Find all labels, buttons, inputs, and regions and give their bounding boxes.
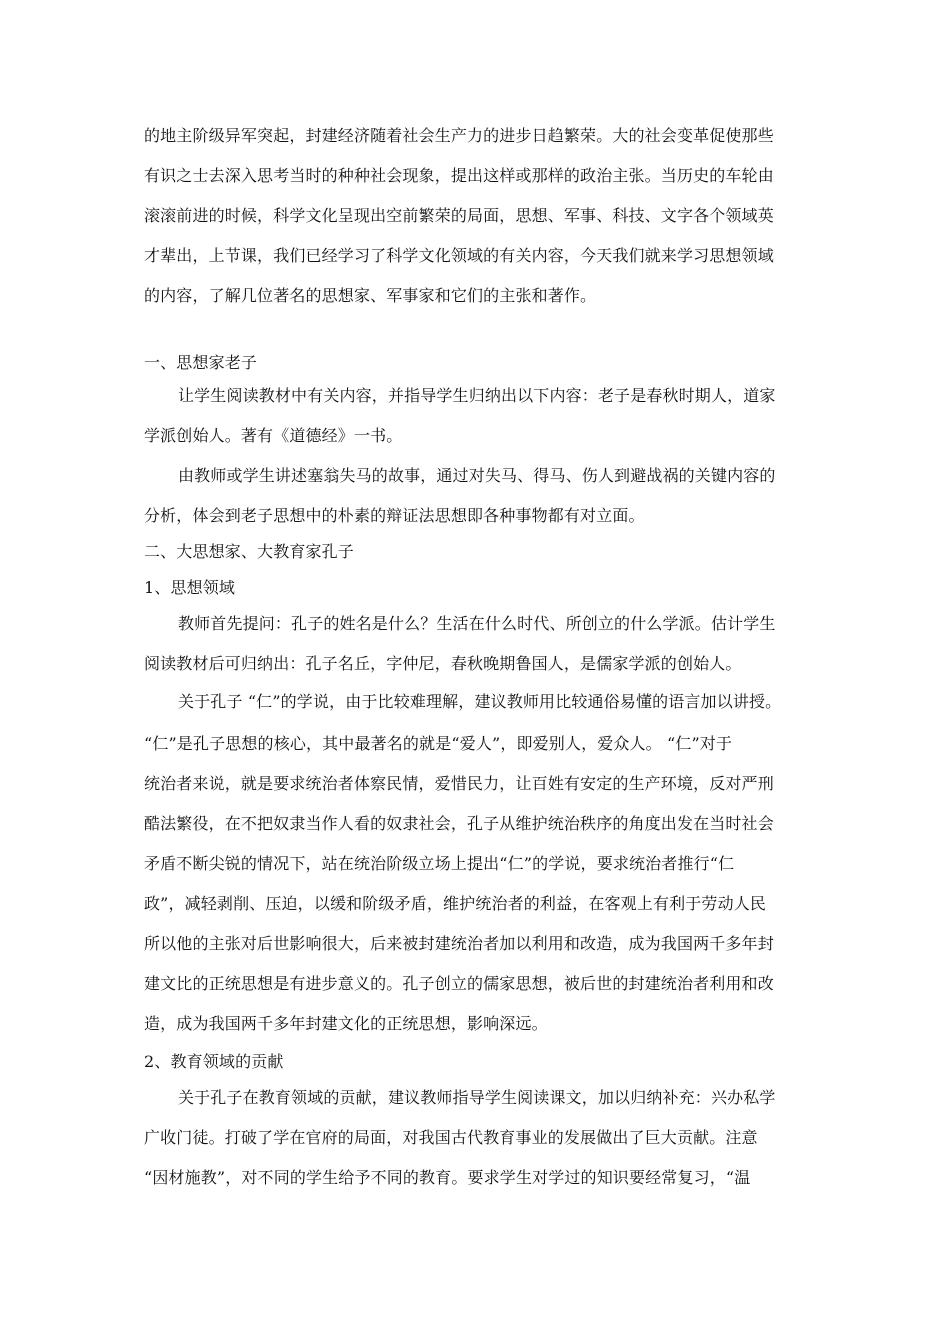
paragraph-line: 关于孔子在教育领域的贡献，建议教师指导学生阅读课文，加以归纳补充：兴办私学 (178, 1088, 776, 1107)
paragraph-line: 由教师或学生讲述塞翁失马的故事，通过对失马、得马、伤人到避战祸的关键内容的 (178, 466, 776, 485)
intro-line: 有识之士去深入思考当时的种种社会现象，提出这样或那样的政治主张。当历史的车轮由 (144, 166, 774, 185)
intro-line: 的内容，了解几位著名的思想家、军事家和它们的主张和著作。 (144, 286, 597, 305)
paragraph-line: 分析，体会到老子思想中的朴素的辩证法思想即各种事物都有对立面。 (144, 506, 645, 525)
intro-line: 的地主阶级异军突起，封建经济随着社会生产力的进步日趋繁荣。大的社会变革促使那些 (144, 126, 774, 145)
paragraph-line: 所以他的主张对后世影响很大，后来被封建统治者加以利用和改造，成为我国两千多年封 (144, 934, 774, 953)
paragraph-line: 广收门徒。打破了学在官府的局面，对我国古代教育事业的发展做出了巨大贡献。注意 (144, 1128, 758, 1147)
paragraph-line: 学派创始人。著有《道德经》一书。 (144, 426, 403, 445)
section-heading-confucius: 二、大思想家、大教育家孔子 (144, 542, 354, 561)
paragraph-line: 阅读教材后可归纳出：孔子名丘，字仲尼，春秋晚期鲁国人，是儒家学派的创始人。 (144, 654, 742, 673)
paragraph-line: “因材施教”，对不同的学生给予不同的教育。要求学生对学过的知识要经常复习，“温 (144, 1168, 751, 1187)
paragraph-line: 矛盾不断尖锐的情况下，站在统治阶级立场上提出“仁”的学说，要求统治者推行“仁 (144, 854, 735, 873)
paragraph-line: 造，成为我国两千多年封建文化的正统思想，影响深远。 (144, 1014, 548, 1033)
paragraph-line: 统治者来说，就是要求统治者体察民情，爱惜民力，让百姓有安定的生产环境，反对严刑 (144, 774, 774, 793)
paragraph-line: “仁”是孔子思想的核心，其中最著名的就是“爱人”，即爱别人，爱众人。 “仁”对于 (144, 734, 733, 753)
subsection-heading-thought: 1、思想领域 (144, 578, 236, 597)
section-heading-laozi: 一、思想家老子 (144, 353, 258, 372)
paragraph-line: 酷法繁役，在不把奴隶当作人看的奴隶社会，孔子从维护统治秩序的角度出发在当时社会 (144, 814, 774, 833)
intro-line: 才辈出，上节课，我们已经学习了科学文化领域的有关内容，今天我们就来学习思想领域 (144, 246, 774, 265)
intro-line: 滚滚前进的时候，科学文化呈现出空前繁荣的局面，思想、军事、科技、文字各个领域英 (144, 206, 774, 225)
paragraph-line: 让学生阅读教材中有关内容，并指导学生归纳出以下内容：老子是春秋时期人，道家 (178, 386, 776, 405)
paragraph-line: 政”，减轻剥削、压迫，以缓和阶级矛盾，维护统治者的利益，在客观上有利于劳动人民 (144, 894, 767, 913)
paragraph-line: 教师首先提问：孔子的姓名是什么？生活在什么时代、所创立的什么学派。估计学生 (178, 614, 776, 633)
subsection-heading-education: 2、教育领域的贡献 (144, 1052, 284, 1071)
paragraph-line: 关于孔子 “仁”的学说，由于比较难理解，建议教师用比较通俗易懂的语言加以讲授。 (178, 692, 782, 711)
paragraph-line: 建文比的正统思想是有进步意义的。孔子创立的儒家思想，被后世的封建统治者利用和改 (144, 974, 774, 993)
